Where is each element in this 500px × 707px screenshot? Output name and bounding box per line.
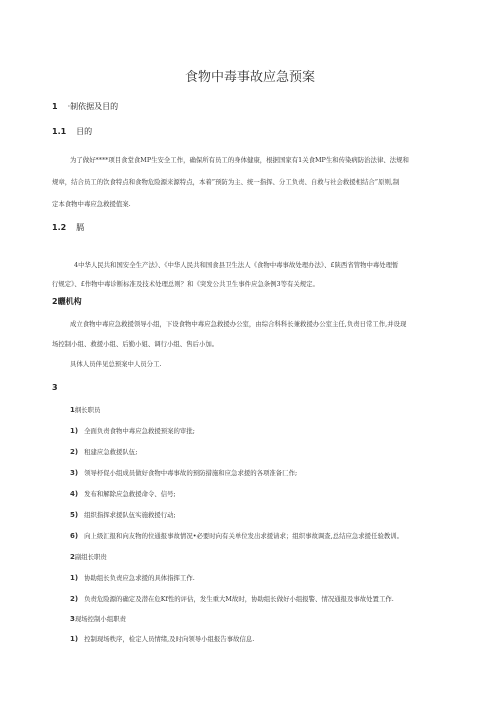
deputy-item-2 bbox=[70, 594, 394, 603]
document-title: 食物中毒事故应急预案 bbox=[184, 70, 315, 85]
control-duties-heading bbox=[70, 614, 126, 623]
section-heading-1-1 bbox=[52, 126, 92, 137]
subsection-title: 副组长职贵 bbox=[74, 553, 107, 561]
item-text: 发布和解除应急救援命令、信号; bbox=[84, 490, 176, 498]
item-number: 5) bbox=[70, 511, 79, 519]
purpose-line-2: 规章，结合员工的饮食特点和食物危险源来源特点，本着”预防为主、统一指挥、分工负责、自救与社会救援相结合”原则,制 bbox=[52, 178, 400, 186]
subsection-number: 3 bbox=[70, 615, 75, 623]
section-title: 目的 bbox=[76, 127, 93, 136]
item-number: 4) bbox=[70, 490, 79, 498]
item-number: 2) bbox=[70, 595, 79, 603]
subsection-number: 1 bbox=[70, 406, 75, 414]
section-heading-3 bbox=[52, 383, 68, 392]
control-item-1 bbox=[70, 634, 254, 643]
section-heading-1 bbox=[52, 101, 118, 112]
item-number: 2) bbox=[70, 448, 79, 456]
item-text: 领导杼促小组成员做好食物中毒事故的预防措施和应急求援的各项准备匚作; bbox=[84, 469, 298, 477]
org-line-2: 场控制小组、救援小组、后勤小姐、调行小组、售后小加。 bbox=[52, 340, 219, 348]
section-heading-2 bbox=[52, 296, 82, 307]
subsection-title: 现场控制小组职责 bbox=[74, 615, 126, 623]
item-text: 向上级汇报和向友物的位通报事故情况•必要时向有关单位发出求援请求；组织事故调查,总结应急求援任验教训。 bbox=[84, 532, 404, 540]
section-number: 3 bbox=[52, 383, 58, 392]
item-text: 组织指挥求援队伍实施救援行动; bbox=[84, 511, 176, 519]
leader-item-4 bbox=[70, 489, 176, 498]
leader-item-5 bbox=[70, 510, 176, 519]
item-text: 租建应急救援队伍; bbox=[84, 448, 138, 456]
item-text: 全面负责食物中毒应急救援预案的审批; bbox=[84, 427, 195, 435]
org-note: 具体人员伴见总预案中人员分工. bbox=[70, 360, 162, 368]
section-title: 2曬机构 bbox=[52, 297, 82, 306]
basis-line-1: 4中华人民共和国安全生产法》、《中华人民共和国食县卫生法人《食物中毒事故处理办法》、£陕西省管物中毒处理暂 bbox=[74, 261, 399, 269]
subsection-title: 纲长职员 bbox=[74, 406, 101, 414]
section-heading-1-2 bbox=[52, 222, 84, 233]
leader-duties-heading bbox=[70, 405, 100, 414]
basis-line-2: 行规定》、£作物中毒诊断标准及技术处理总则？和《突发公共卫生事件应急条例3等有关规定。 bbox=[52, 280, 319, 288]
item-number: 3) bbox=[70, 469, 79, 477]
item-text: 负责危险源的确定及潜在危Kf性的评估，发生重大M故时，协助组长做好小组报警、情况通报及事故处置工作. bbox=[84, 595, 394, 603]
section-title: ·制依据及目的 bbox=[67, 102, 119, 111]
item-number: 6) bbox=[70, 532, 79, 540]
section-number: 1.2 bbox=[52, 223, 67, 232]
item-number: 1) bbox=[70, 427, 79, 435]
deputy-duties-heading bbox=[70, 552, 107, 561]
section-number: 1.1 bbox=[52, 127, 67, 136]
subsection-number: 2 bbox=[70, 553, 75, 561]
purpose-line-3: 定本食物中毒应急救援值案. bbox=[52, 200, 131, 208]
item-text: 协助组长负责应急求援的具体指挥工作. bbox=[84, 574, 195, 582]
section-title: 膈 bbox=[76, 223, 85, 232]
item-number: 1) bbox=[70, 635, 79, 643]
leader-item-2 bbox=[70, 447, 137, 456]
item-text: 控制现场秩序，检定人员情绪,及时向领导小组报告事故信息. bbox=[84, 635, 255, 643]
leader-item-6 bbox=[70, 531, 403, 540]
leader-item-1 bbox=[70, 426, 195, 435]
purpose-line-1: 为了做好****项目食堂食MP生安全工作，确保所有员工的身体健康，根据国家有1关食MP生和传染病防治法律、法规和 bbox=[70, 156, 409, 164]
item-number: 1) bbox=[70, 574, 79, 582]
deputy-item-1 bbox=[70, 573, 195, 582]
section-number: 1 bbox=[52, 102, 58, 111]
org-line-1: 成立食物中毒应急救援领导小组，下设食物中毒应急救援办公室，由综合科科长兼救援办公室主任,负责日常工作,并设现 bbox=[70, 320, 407, 328]
leader-item-3 bbox=[70, 468, 297, 477]
